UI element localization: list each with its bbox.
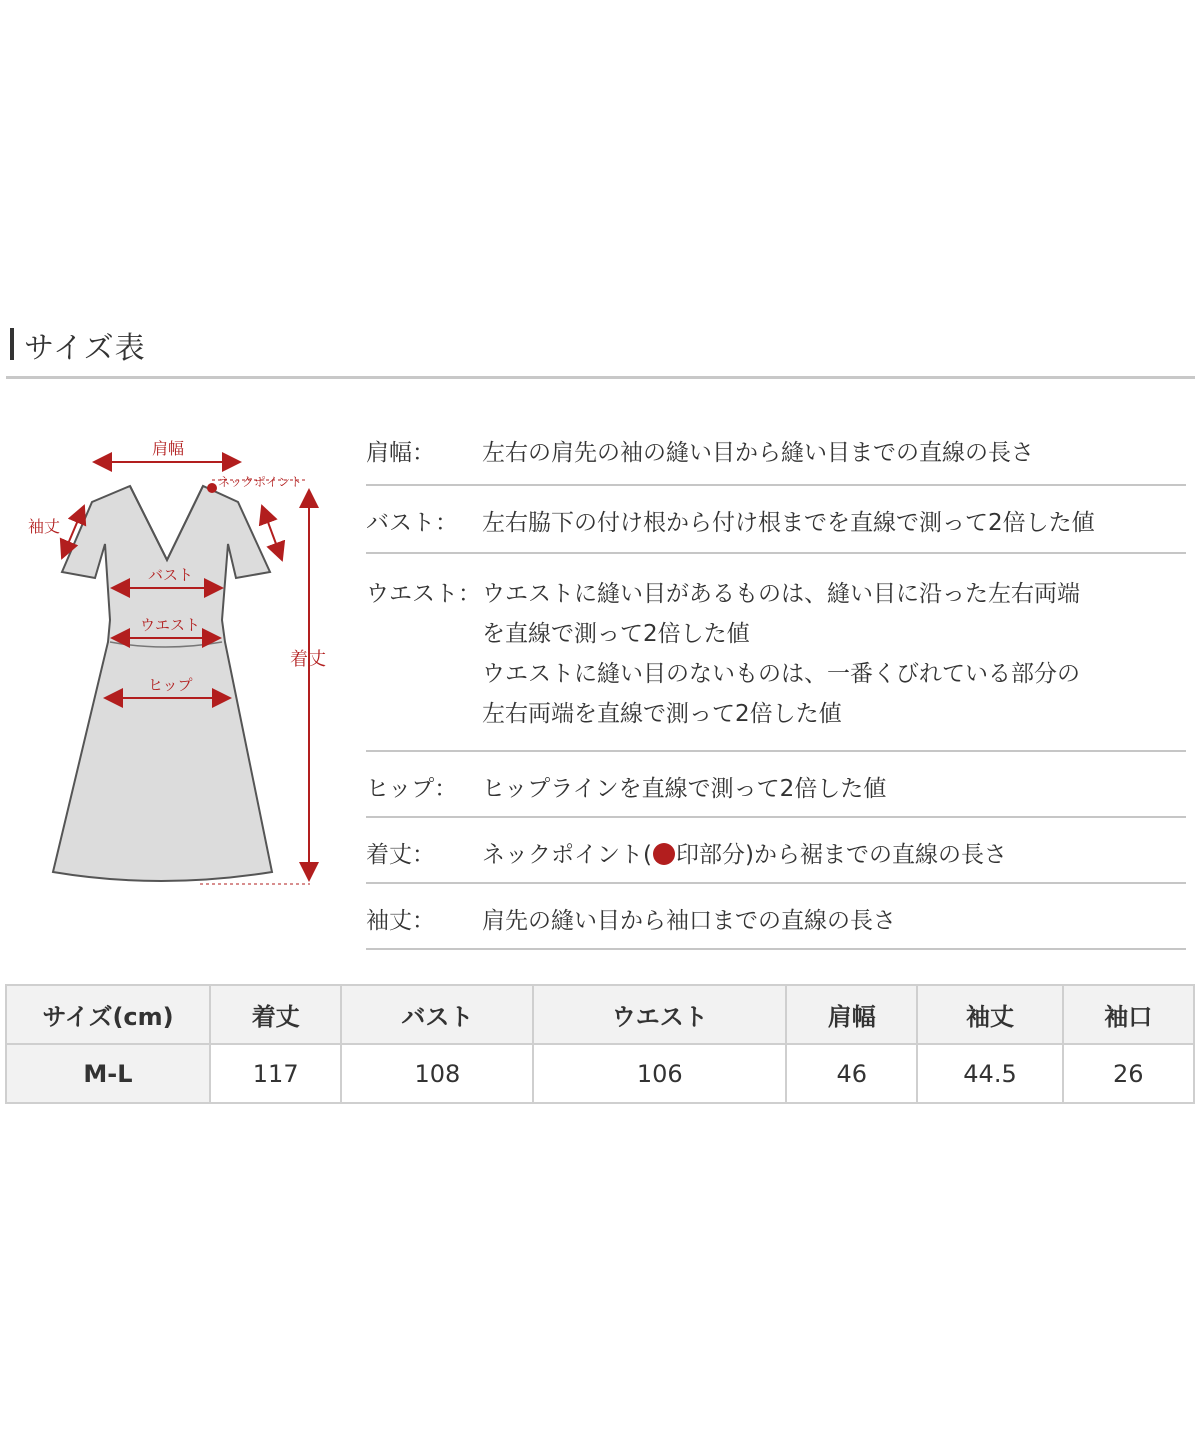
header-cuff: 袖口 xyxy=(1063,985,1194,1044)
definition-bust xyxy=(366,486,1186,554)
label-waist: ウエスト xyxy=(140,617,201,634)
definition-text: ヒップラインを直線で測って2倍した値 xyxy=(482,776,887,802)
definition-text: 左右の肩先の袖の縫い目から縫い目までの直線の長さ xyxy=(482,440,1034,466)
page-title: サイズ表 xyxy=(24,331,146,366)
title-accent-bar xyxy=(10,328,14,360)
definition-term: バスト： xyxy=(366,510,458,536)
definition-text: ネックポイント( 印部分)から裾までの直線の長さ xyxy=(482,842,1007,868)
measurement-definitions xyxy=(366,420,1186,950)
header-sleeve: 袖丈 xyxy=(917,985,1062,1044)
definition-hip xyxy=(366,752,1186,818)
table-header-row xyxy=(6,985,1194,1044)
neck-point-marker xyxy=(207,483,217,493)
label-hip: ヒップ xyxy=(148,677,193,694)
label-bust: バスト xyxy=(148,567,194,584)
definition-term: 着丈： xyxy=(366,842,435,868)
definition-shoulder xyxy=(366,420,1186,486)
size-table xyxy=(5,984,1195,1104)
cell-length: 117 xyxy=(210,1044,341,1103)
garment-diagram xyxy=(0,420,360,910)
definition-waist xyxy=(366,554,1186,752)
label-sleeve: 袖丈 xyxy=(28,519,61,536)
label-neck-point: ネックポイント xyxy=(218,475,303,489)
definition-sleeve xyxy=(366,884,1186,950)
cell-waist: 106 xyxy=(533,1044,786,1103)
definition-text: ウエストに縫い目があるものは、縫い目に沿った左右両端 を直線で測って2倍した値 ウエストに縫い目のないものは、一番くびれている部分の 左右両端を直線で測って2倍した値 xyxy=(482,581,1080,727)
definition-length xyxy=(366,818,1186,884)
sleeve-arrow-right xyxy=(262,506,282,560)
header-size: サイズ(cm) xyxy=(6,985,210,1044)
definition-term: 袖丈： xyxy=(366,908,435,934)
definition-term: ウエスト： xyxy=(366,581,481,607)
definition-term: ヒップ： xyxy=(366,776,458,802)
cell-shoulder: 46 xyxy=(786,1044,917,1103)
definition-term: 肩幅： xyxy=(366,440,435,466)
cell-size: M-L xyxy=(6,1044,210,1103)
table-row xyxy=(6,1044,1194,1103)
red-dot-icon xyxy=(653,843,675,865)
cell-bust: 108 xyxy=(341,1044,533,1103)
header-shoulder: 肩幅 xyxy=(786,985,917,1044)
label-length: 着丈 xyxy=(290,649,326,669)
header-length: 着丈 xyxy=(210,985,341,1044)
dress-illustration xyxy=(0,420,360,910)
definition-text: 肩先の縫い目から袖口までの直線の長さ xyxy=(482,908,896,934)
header-bust: バスト xyxy=(341,985,533,1044)
header-waist: ウエスト xyxy=(533,985,786,1044)
definition-text: 左右脇下の付け根から付け根までを直線で測って2倍した値 xyxy=(482,510,1095,536)
title-divider xyxy=(6,376,1195,379)
label-shoulder: 肩幅 xyxy=(152,441,185,458)
cell-sleeve: 44.5 xyxy=(917,1044,1062,1103)
cell-cuff: 26 xyxy=(1063,1044,1194,1103)
